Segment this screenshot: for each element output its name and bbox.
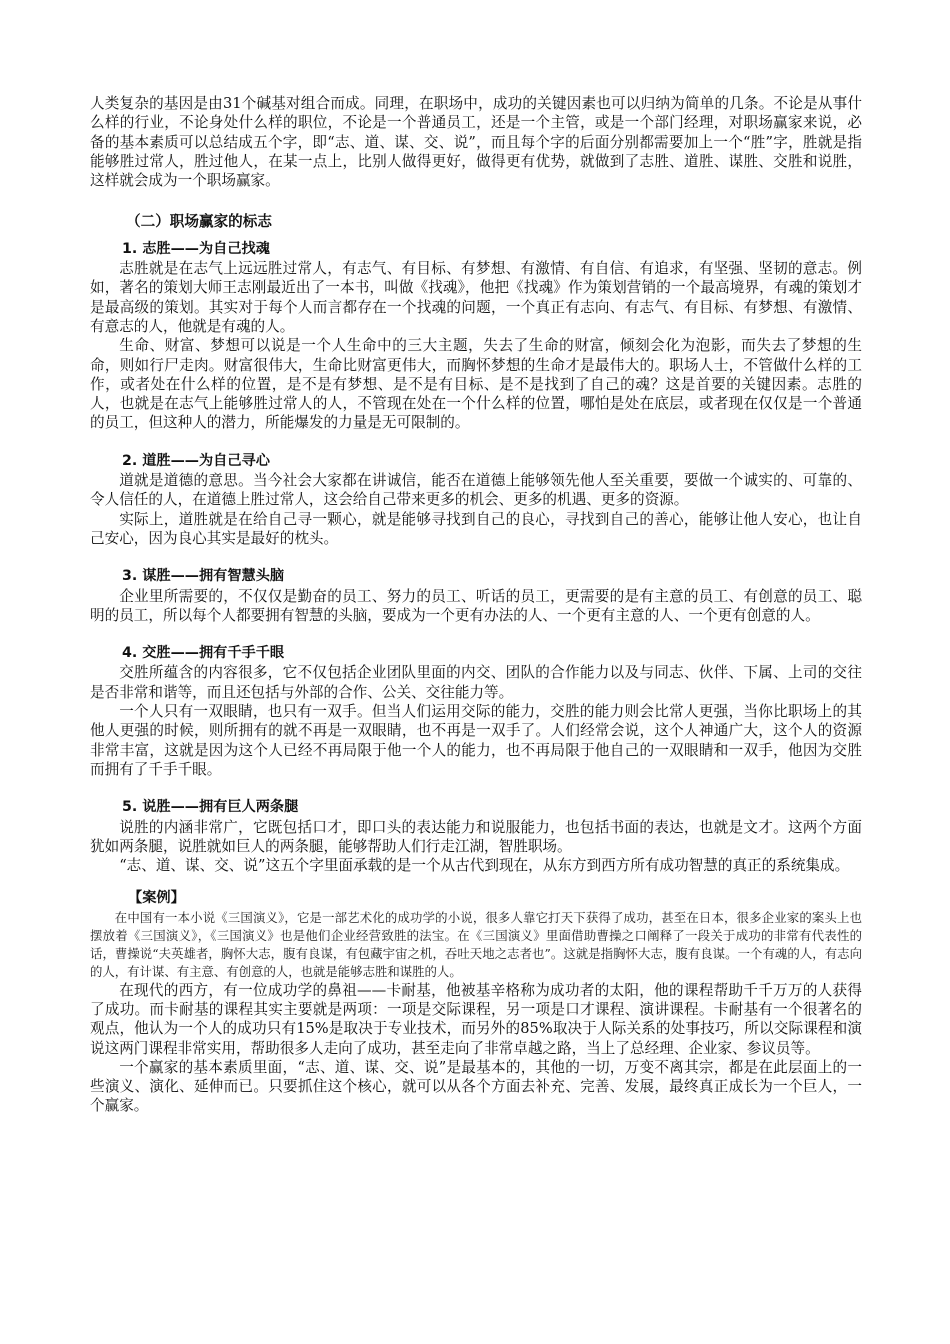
paragraph: 在现代的西方，有一位成功学的鼻祖——卡耐基，他被基辛格称为成功者的太阳，他的课程帮助千千万万的人获得了成功。而卡耐基的课程其实主要就是两项：一项是交际课程，另一项是口才课程、演讲课程。卡耐基有一个很著名的观点，他认为一个人的成功只有15%是取决于专业技术，而另外的85%取决于人际关系的处事技巧，所以交际课程和演说这两门课程非常实用，帮助很多人走向了成功，甚至走向了非常卓越之路，当上了总经理、企业家、参议员等。: [90, 981, 862, 1057]
heading-zhisheng: 1. 志胜——为自己找魂: [122, 240, 270, 257]
heading-shuosheng: 5. 说胜——拥有巨人两条腿: [122, 799, 299, 816]
heading-mousheng: 3. 谋胜——拥有智慧头脑: [122, 568, 285, 585]
paragraph: “志、道、谋、交、说”这五个字里面承载的是一个从古代到现在，从东方到西方所有成功智慧的真正的系统集成。: [119, 857, 850, 875]
case-body: 在中国有一本小说《三国演义》，它是一部艺术化的成功学的小说，很多人靠它打天下获得了成功，甚至在日本，很多企业家的案头上也摆放着《三国演义》，《三国演义》也是他们企业经营致胜的法宝。在《三国演义》里面借助曹操之口阐释了一段关于成功的非常有代表性的话，曹操说“夫英雄者，胸怀大志，腹有良谋，有包藏宇宙之机，吞吐天地之志者也”。这就是指胸怀大志，腹有良谋。一个有魂的人，有志向的人，有计谋、有主意、有创意的人，也就是能够志胜和谋胜的人。: [90, 909, 862, 979]
paragraph: 生命、财富、梦想可以说是一个人生命中的三大主题，失去了生命的财富，倾刻会化为泡影，而失去了梦想的生命，则如行尸走肉。财富很伟大，生命比财富更伟大，而胸怀梦想的生命才是最伟大的。职场人士，不管做什么样的工作，或者处在什么样的位置，是不是有梦想、是不是有目标、是不是找到了自己的魂？这是首要的关键因素。志胜的人，也就是在志气上能够胜过常人的人，不管现在处在一个什么样的位置，哪怕是处在底层，或者现在仅仅是一个普通的员工，但这种人的潜力，所能爆发的力量是无可限制的。: [90, 337, 862, 432]
paragraph: 道就是道德的意思。当今社会大家都在讲诚信，能否在道德上能够领先他人至关重要，要做一个诚实的、可靠的、令人信任的人，在道德上胜过常人，这会给自己带来更多的机会、更多的机遇、更多的资源。: [90, 472, 862, 509]
paragraph: 说胜的内涵非常广，它既包括口才，即口头的表达能力和说服能力，也包括书面的表达，也就是文才。这两个方面犹如两条腿，说胜就如巨人的两条腿，能够帮助人们行走江湖，智胜职场。: [90, 818, 862, 855]
case-title: 【案例】: [128, 890, 185, 907]
section-title: （二）职场赢家的标志: [126, 213, 272, 231]
paragraph: 志胜就是在志气上远远胜过常人，有志气、有目标、有梦想、有激情、有自信、有追求，有坚强、坚韧的意志。例如，著名的策划大师王志刚最近出了一本书，叫做《找魂》，他把《找魂》作为策划营销的一个最高境界，有魂的策划才是最高级的策划。其实对于每个人而言都存在一个找魂的问题，一个真正有志向、有志气、有目标、有梦想、有激情、有意志的人，他就是有魂的人。: [90, 260, 862, 335]
paragraph: 企业里所需要的，不仅仅是勤奋的员工、努力的员工、听话的员工，更需要的是有主意的员工、有创意的员工、聪明的员工，所以每个人都要拥有智慧的头脑，要成为一个更有办法的人、一个更有主意的人、一个更有创意的人。: [90, 587, 862, 624]
document-page: [90, 94, 862, 1116]
intro-paragraph: 人类复杂的基因是由31个碱基对组合而成。同理，在职场中，成功的关键因素也可以归纳为简单的几条。不论是从事什么样的行业，不论身处什么样的职位，不论是一个普通员工，还是一个主管，或是一个部门经理，对职场赢家来说，必备的基本素质可以总结成五个字，即“志、道、谋、交、说”，而且每个字的后面分别都需要加上一个“胜”字，胜就是指能够胜过常人，胜过他人，在某一点上，比别人做得更好，做得更有优势，就做到了志胜、道胜、谋胜、交胜和说胜，这样就会成为一个职场赢家。: [90, 95, 862, 190]
paragraph: 一个人只有一双眼睛，也只有一双手。但当人们运用交际的能力，交胜的能力则会比常人更强，当你比职场上的其他人更强的时候，则所拥有的就不再是一双眼睛，也不再是一双手了。人们经常会说，这个人神通广大，这个人的资源非常丰富，这就是因为这个人已经不再局限于他一个人的能力，也不再局限于他自己的一双眼睛和一双手，他因为交胜而拥有了千手千眼。: [90, 703, 862, 778]
heading-daosheng: 2. 道胜——为自己寻心: [122, 452, 270, 469]
paragraph: 交胜所蕴含的内容很多，它不仅包括企业团队里面的内交、团队的合作能力以及与同志、伙伴、下属、上司的交往是否非常和谐等，而且还包括与外部的合作、公关、交往能力等。: [90, 664, 862, 701]
heading-jiaosheng: 4. 交胜——拥有千手千眼: [122, 645, 285, 662]
paragraph: 一个赢家的基本素质里面，“志、道、谋、交、说”是最基本的，其他的一切，万变不离其宗，都是在此层面上的一些演义、演化、延伸而已。只要抓住这个核心，就可以从各个方面去补充、完善、发展，最终真正成长为一个巨人，一个赢家。: [90, 1058, 862, 1115]
paragraph: 实际上，道胜就是在给自己寻一颗心，就是能够寻找到自己的良心，寻找到自己的善心，能够让他人安心，也让自己安心，因为良心其实是最好的枕头。: [90, 510, 862, 547]
